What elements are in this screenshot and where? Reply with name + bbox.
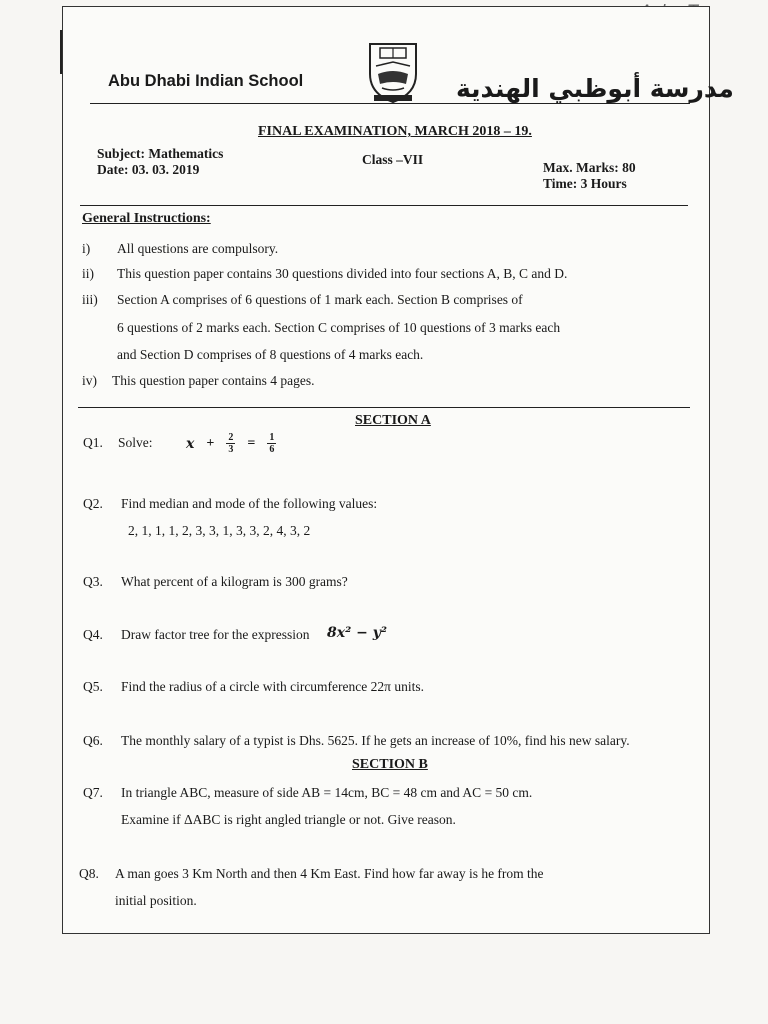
school-name-english: Abu Dhabi Indian School xyxy=(108,72,304,90)
question-text: initial position. xyxy=(115,893,197,908)
q1-variable: x xyxy=(186,435,195,452)
header-divider xyxy=(90,103,690,104)
subject-label: Subject: Mathematics xyxy=(97,146,224,161)
question-text: In triangle ABC, measure of side AB = 14cm, BC = 48 cm and AC = 50 cm. xyxy=(121,785,533,800)
instruction-number: iii) xyxy=(82,292,98,307)
instruction-text: This question paper contains 4 pages. xyxy=(112,373,315,388)
section-b-title: SECTION B xyxy=(352,757,428,772)
question-number: Q8. xyxy=(79,866,99,881)
time-label: Time: 3 Hours xyxy=(543,176,627,191)
question-text: A man goes 3 Km North and then 4 Km East. Find how far away is he from the xyxy=(115,866,544,881)
q1-plus: + xyxy=(206,435,215,451)
question-number: Q1. xyxy=(83,435,103,450)
q1-fraction-left xyxy=(226,432,235,455)
q1-equation xyxy=(186,432,276,455)
max-marks-label: Max. Marks: 80 xyxy=(543,160,636,175)
instruction-text: Section A comprises of 6 questions of 1 mark each. Section B comprises of xyxy=(117,292,523,307)
question-text: Solve: xyxy=(118,435,153,450)
question-text: What percent of a kilogram is 300 grams? xyxy=(121,574,348,589)
question-number: Q3. xyxy=(83,574,103,589)
question-text: Find median and mode of the following values: xyxy=(121,496,378,511)
question-number: Q2. xyxy=(83,496,103,511)
question-number: Q7. xyxy=(83,785,103,800)
instruction-text: This question paper contains 30 questions divided into four sections A, B, C and D. xyxy=(117,266,568,281)
instruction-number: ii) xyxy=(82,266,94,281)
q1-equals: = xyxy=(247,435,256,451)
instruction-text: and Section D comprises of 8 questions of 4 marks each. xyxy=(117,347,424,362)
question-text: Examine if ΔABC is right angled triangle or not. Give reason. xyxy=(121,812,456,827)
class-label: Class –VII xyxy=(362,152,424,167)
date-label: Date: 03. 03. 2019 xyxy=(97,162,200,177)
question-number: Q4. xyxy=(83,627,103,642)
info-divider xyxy=(80,205,688,206)
instruction-text: All questions are compulsory. xyxy=(117,241,279,256)
fraction-denominator: 3 xyxy=(228,444,234,455)
exam-title: FINAL EXAMINATION, MARCH 2018 – 19. xyxy=(258,124,532,139)
instruction-text: 6 questions of 2 marks each. Section C comprises of 10 questions of 3 marks each xyxy=(117,320,561,335)
q2-values: 2, 1, 1, 1, 2, 3, 3, 1, 3, 3, 2, 4, 3, 2 xyxy=(128,523,311,538)
instructions-divider xyxy=(78,407,690,408)
instruction-number: iv) xyxy=(82,373,97,388)
fraction-numerator: 1 xyxy=(269,432,275,443)
q1-fraction-right xyxy=(267,432,276,455)
question-text: Draw factor tree for the expression xyxy=(121,627,310,642)
section-a-title: SECTION A xyxy=(355,413,431,428)
school-crest-icon xyxy=(366,40,420,104)
question-text: The monthly salary of a typist is Dhs. 5625. If he gets an increase of 10%, find his new salary. xyxy=(121,733,630,748)
instructions-title: General Instructions: xyxy=(82,211,211,226)
question-text: Find the radius of a circle with circumference 22π units. xyxy=(121,679,424,694)
fraction-numerator: 2 xyxy=(228,432,234,443)
school-name-arabic: مدرسة أبوظبي الهندية xyxy=(456,74,734,103)
q4-expression: 8x² − y² xyxy=(327,625,387,641)
question-number: Q5. xyxy=(83,679,103,694)
instruction-number: i) xyxy=(82,241,91,256)
fraction-denominator: 6 xyxy=(269,444,275,455)
question-number: Q6. xyxy=(83,733,103,748)
